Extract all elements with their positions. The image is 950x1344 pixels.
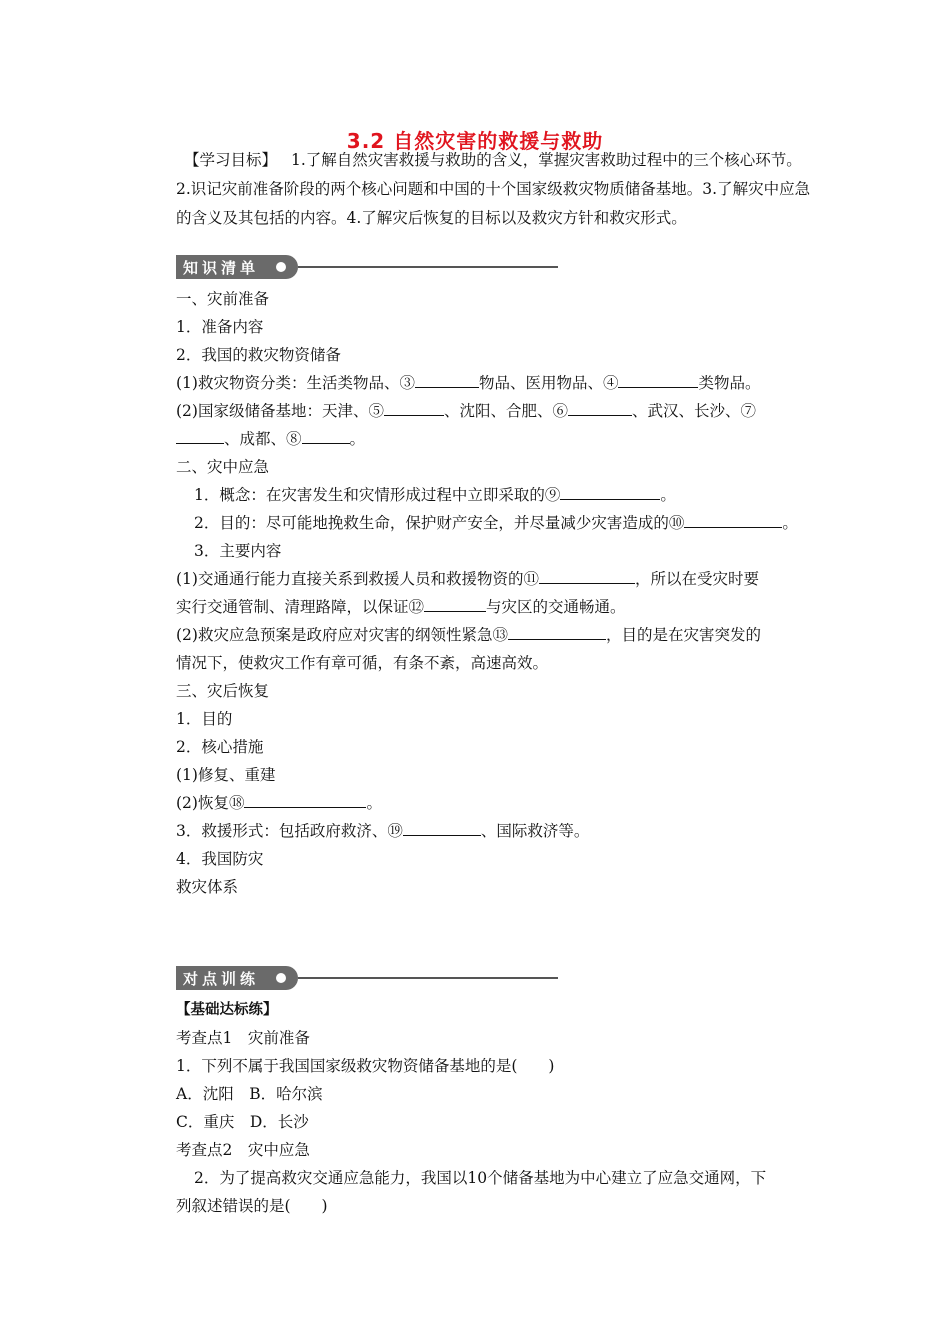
fill-line-restore: (2)恢复⑱ 。 [176,794,382,812]
blank-6[interactable] [568,401,632,416]
heading-part3: 三、灾后恢复 [176,682,270,700]
text-relief-system: 救灾体系 [176,878,239,896]
fill-line-relief-forms: 3．救援形式：包括政府救济、⑲ 、国际救济等。 [176,822,590,840]
banner-rule [298,266,558,268]
blank-7[interactable] [176,429,224,444]
objectives-text: 1.了解自然灾害救援与救助的含义，掌握灾害救助过程中的三个核心环节。2.识记灾前准备阶段的两个核心问题和中国的十个国家级救灾物质储备基地。3.了解灾中应急的含义及其包括的内容。4.了解灾后恢复的目标以及救灾方针和救灾形式。 [176,151,811,227]
banner-rule [298,977,558,979]
question-2-cont: 列叙述错误的是( ) [176,1197,328,1215]
blank-8[interactable] [302,429,350,444]
checkpoint-1: 考查点1 灾前准备 [176,1029,310,1047]
fill-line-plan: (2)救灾应急预案是政府应对灾害的纲领性紧急⑬ ，目的是在灾害突发的 [176,626,761,644]
fill-line-bases-cont: 、成都、⑧ 。 [176,427,365,449]
question-1-options-cd: C．重庆 D．长沙 [176,1113,309,1131]
item-main-content: 3．主要内容 [194,542,282,560]
fill-line-traffic-cont: 实行交通管制、清理路障，以保证⑫ 与灾区的交通畅通。 [176,598,626,616]
item-rebuild: (1)修复、重建 [176,766,276,784]
checkpoint-2: 考查点2 灾中应急 [176,1141,310,1159]
blank-12[interactable] [424,597,486,612]
fill-line-bases: (2)国家级储备基地：天津、⑤ 、沈阳、合肥、⑥ 、武汉、长沙、⑦ [176,402,756,420]
fill-line-concept: 1．概念：在灾害发生和灾情形成过程中立即采取的⑨ 。 [194,486,676,504]
blank-11[interactable] [539,569,635,584]
item-prevention: 4．我国防灾 [176,850,264,868]
item-prep-content: 1．准备内容 [176,318,264,336]
objectives-heading: 【学习目标】 [184,151,278,169]
fill-line-purpose: 2．目的：尽可能地挽救生命，保护财产安全，并尽量减少灾害造成的⑩ 。 [194,514,798,532]
subheading-basic: 【基础达标练】 [176,1001,278,1018]
item-reserves: 2．我国的救灾物资储备 [176,346,341,364]
question-1: 1．下列不属于我国国家级救灾物资储备基地的是( ) [176,1057,555,1075]
bullet-dot-icon [276,262,286,272]
question-1-options-ab: A．沈阳 B．哈尔滨 [176,1085,323,1103]
blank-9[interactable] [560,485,660,500]
question-2: 2．为了提高救灾交通应急能力，我国以10个储备基地为中心建立了应急交通网，下 [194,1169,767,1187]
blank-4[interactable] [618,373,698,388]
learning-objectives [176,146,816,233]
page-title: 3.2 自然灾害的救援与救助 [346,129,604,153]
item-core-measures: 2．核心措施 [176,738,264,756]
text-plan-cont: 情况下，使救灾工作有章可循，有条不紊，高速高效。 [176,654,549,672]
banner-label: 对点训练 [183,970,260,988]
bullet-dot-icon [276,973,286,983]
fill-line-categories: (1)救灾物资分类：生活类物品、③ 物品、医用物品、④ 类物品。 [176,374,761,392]
blank-18[interactable] [244,793,366,808]
item-goal: 1．目的 [176,710,233,728]
blank-5[interactable] [384,401,444,416]
fill-line-traffic: (1)交通通行能力直接关系到救援人员和救援物资的⑪ ，所以在受灾时要 [176,570,759,588]
blank-13[interactable] [508,625,606,640]
heading-part1: 一、灾前准备 [176,290,270,308]
heading-part2: 二、灾中应急 [176,458,270,476]
banner-label: 知识清单 [183,259,260,277]
blank-19[interactable] [403,821,481,836]
blank-10[interactable] [684,513,782,528]
blank-3[interactable] [415,373,479,388]
